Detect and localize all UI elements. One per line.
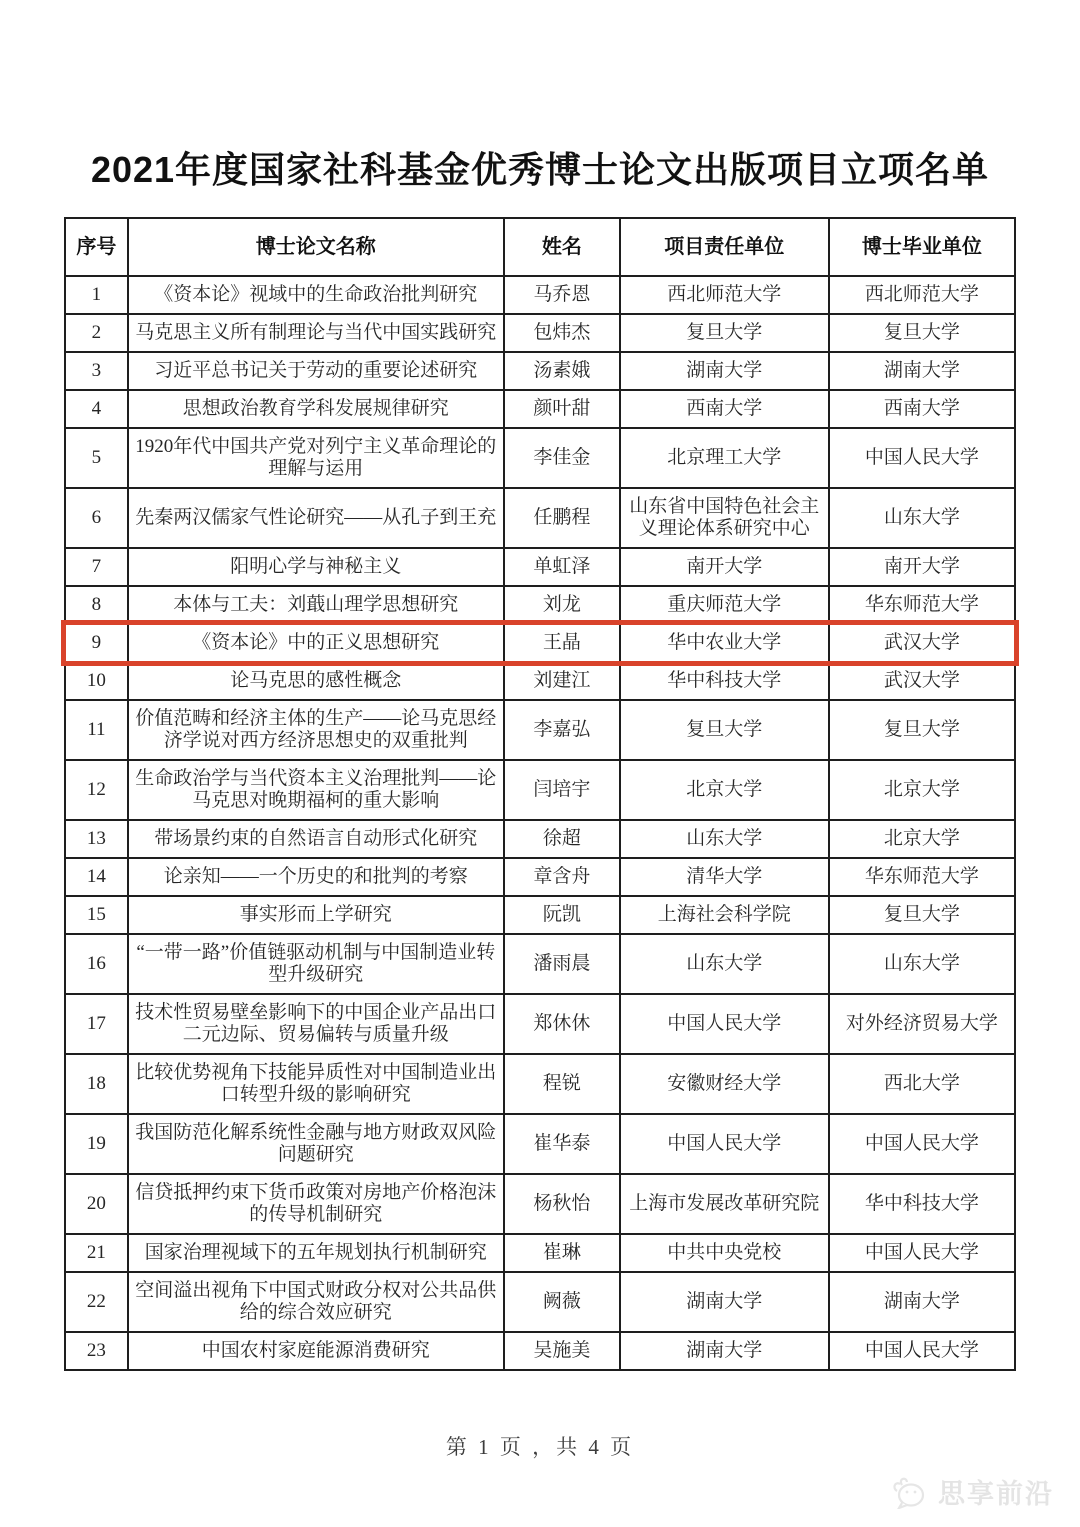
cell-no: 18 <box>65 1054 128 1114</box>
cell-title: 《资本论》视域中的生命政治批判研究 <box>128 276 504 314</box>
table-row <box>65 700 1015 760</box>
cell-grad: 中国人民大学 <box>829 1234 1015 1272</box>
cell-name: 刘建江 <box>504 662 620 700</box>
cell-title: 本体与工夫：刘蕺山理学思想研究 <box>128 586 504 624</box>
cell-name: 徐超 <box>504 820 620 858</box>
table-body <box>65 276 1015 1370</box>
cell-no: 4 <box>65 390 128 428</box>
cell-name: 闫培宇 <box>504 760 620 820</box>
cell-title: “一带一路”价值链驱动机制与中国制造业转型升级研究 <box>128 934 504 994</box>
cell-title: 习近平总书记关于劳动的重要论述研究 <box>128 352 504 390</box>
table-row <box>65 994 1015 1054</box>
cell-unit: 湖南大学 <box>620 352 829 390</box>
cell-no: 9 <box>65 624 128 662</box>
cell-title: 思想政治教育学科发展规律研究 <box>128 390 504 428</box>
table-row <box>65 760 1015 820</box>
cell-grad: 复旦大学 <box>829 700 1015 760</box>
table-row <box>65 662 1015 700</box>
cell-no: 1 <box>65 276 128 314</box>
cell-unit: 山东省中国特色社会主义理论体系研究中心 <box>620 488 829 548</box>
cell-unit: 复旦大学 <box>620 314 829 352</box>
cell-name: 阙薇 <box>504 1272 620 1332</box>
table-row <box>65 314 1015 352</box>
table-row <box>65 1174 1015 1234</box>
cell-grad: 武汉大学 <box>829 624 1015 662</box>
cell-unit: 中国人民大学 <box>620 1114 829 1174</box>
table-header-row <box>65 218 1015 276</box>
cell-title: 先秦两汉儒家气性论研究——从孔子到王充 <box>128 488 504 548</box>
cell-title: 信贷抵押约束下货币政策对房地产价格泡沫的传导机制研究 <box>128 1174 504 1234</box>
cell-unit: 上海市发展改革研究院 <box>620 1174 829 1234</box>
cell-name: 颜叶甜 <box>504 390 620 428</box>
cell-no: 6 <box>65 488 128 548</box>
table-row <box>65 1114 1015 1174</box>
cell-grad: 西南大学 <box>829 390 1015 428</box>
cell-no: 5 <box>65 428 128 488</box>
cell-grad: 山东大学 <box>829 934 1015 994</box>
cell-unit: 北京大学 <box>620 760 829 820</box>
cell-grad: 华中科技大学 <box>829 1174 1015 1234</box>
page-number: 第 1 页 ，共 4 页 <box>445 1435 635 1459</box>
cell-title: 生命政治学与当代资本主义治理批判——论马克思对晚期福柯的重大影响 <box>128 760 504 820</box>
cell-no: 23 <box>65 1332 128 1370</box>
cell-title: 阳明心学与神秘主义 <box>128 548 504 586</box>
cell-no: 21 <box>65 1234 128 1272</box>
cell-title: 带场景约束的自然语言自动形式化研究 <box>128 820 504 858</box>
table-row <box>65 586 1015 624</box>
cell-no: 16 <box>65 934 128 994</box>
table-row <box>65 390 1015 428</box>
cell-grad: 西北师范大学 <box>829 276 1015 314</box>
cell-unit: 上海社会科学院 <box>620 896 829 934</box>
cell-title: 空间溢出视角下中国式财政分权对公共品供给的综合效应研究 <box>128 1272 504 1332</box>
cell-no: 15 <box>65 896 128 934</box>
cell-title: 比较优势视角下技能异质性对中国制造业出口转型升级的影响研究 <box>128 1054 504 1114</box>
cell-unit: 北京理工大学 <box>620 428 829 488</box>
cell-no: 19 <box>65 1114 128 1174</box>
cell-title: 《资本论》中的正义思想研究 <box>128 624 504 662</box>
cell-unit: 中共中央党校 <box>620 1234 829 1272</box>
cell-grad: 中国人民大学 <box>829 428 1015 488</box>
cell-name: 刘龙 <box>504 586 620 624</box>
table-row <box>65 858 1015 896</box>
cell-name: 杨秋怡 <box>504 1174 620 1234</box>
cell-unit: 西北师范大学 <box>620 276 829 314</box>
page-title: 2021年度国家社科基金优秀博士论文出版项目立项名单 <box>90 149 990 190</box>
header-cell-title: 博士论文名称 <box>128 218 504 276</box>
cell-grad: 复旦大学 <box>829 314 1015 352</box>
cell-no: 17 <box>65 994 128 1054</box>
cell-title: 国家治理视域下的五年规划执行机制研究 <box>128 1234 504 1272</box>
cell-unit: 华中农业大学 <box>620 624 829 662</box>
table-row <box>65 488 1015 548</box>
cell-title: 论亲知——一个历史的和批判的考察 <box>128 858 504 896</box>
cell-unit: 重庆师范大学 <box>620 586 829 624</box>
cell-name: 单虹泽 <box>504 548 620 586</box>
cell-title: 马克思主义所有制理论与当代中国实践研究 <box>128 314 504 352</box>
cell-no: 22 <box>65 1272 128 1332</box>
cell-name: 王晶 <box>504 624 620 662</box>
cell-title: 1920年代中国共产党对列宁主义革命理论的理解与运用 <box>128 428 504 488</box>
table-row <box>65 352 1015 390</box>
brand-logo-icon <box>890 1475 930 1509</box>
cell-grad: 武汉大学 <box>829 662 1015 700</box>
cell-name: 包炜杰 <box>504 314 620 352</box>
cell-name: 吴施美 <box>504 1332 620 1370</box>
cell-name: 章含舟 <box>504 858 620 896</box>
cell-title: 技术性贸易壁垒影响下的中国企业产品出口二元边际、贸易偏转与质量升级 <box>128 994 504 1054</box>
header-cell-name: 姓名 <box>504 218 620 276</box>
cell-name: 李嘉弘 <box>504 700 620 760</box>
table-row <box>65 1332 1015 1370</box>
cell-title: 事实形而上学研究 <box>128 896 504 934</box>
cell-unit: 山东大学 <box>620 820 829 858</box>
cell-title: 我国防范化解系统性金融与地方财政双风险问题研究 <box>128 1114 504 1174</box>
cell-title: 中国农村家庭能源消费研究 <box>128 1332 504 1370</box>
cell-no: 14 <box>65 858 128 896</box>
cell-grad: 山东大学 <box>829 488 1015 548</box>
watermark-text: 思享前沿 <box>938 1479 1054 1509</box>
cell-unit: 安徽财经大学 <box>620 1054 829 1114</box>
cell-grad: 对外经济贸易大学 <box>829 994 1015 1054</box>
cell-unit: 清华大学 <box>620 858 829 896</box>
cell-name: 阮凯 <box>504 896 620 934</box>
table-row <box>65 428 1015 488</box>
cell-name: 任鹏程 <box>504 488 620 548</box>
watermark <box>890 1472 1054 1511</box>
cell-name: 崔琳 <box>504 1234 620 1272</box>
cell-name: 崔华泰 <box>504 1114 620 1174</box>
header-cell-unit: 项目责任单位 <box>620 218 829 276</box>
cell-unit: 西南大学 <box>620 390 829 428</box>
cell-no: 13 <box>65 820 128 858</box>
cell-unit: 南开大学 <box>620 548 829 586</box>
table-row <box>65 548 1015 586</box>
header-cell-no: 序号 <box>65 218 128 276</box>
cell-name: 郑休休 <box>504 994 620 1054</box>
cell-title: 论马克思的感性概念 <box>128 662 504 700</box>
cell-grad: 南开大学 <box>829 548 1015 586</box>
table-row <box>65 1234 1015 1272</box>
projects-table <box>64 217 1016 1371</box>
cell-grad: 北京大学 <box>829 760 1015 820</box>
cell-grad: 湖南大学 <box>829 352 1015 390</box>
table-row <box>65 896 1015 934</box>
header-cell-grad: 博士毕业单位 <box>829 218 1015 276</box>
cell-unit: 湖南大学 <box>620 1272 829 1332</box>
cell-grad: 湖南大学 <box>829 1272 1015 1332</box>
cell-unit: 中国人民大学 <box>620 994 829 1054</box>
cell-unit: 华中科技大学 <box>620 662 829 700</box>
cell-unit: 复旦大学 <box>620 700 829 760</box>
cell-no: 7 <box>65 548 128 586</box>
table-row <box>65 1054 1015 1114</box>
cell-grad: 中国人民大学 <box>829 1332 1015 1370</box>
table-row <box>65 1272 1015 1332</box>
cell-grad: 复旦大学 <box>829 896 1015 934</box>
table-row <box>65 276 1015 314</box>
cell-no: 8 <box>65 586 128 624</box>
cell-grad: 北京大学 <box>829 820 1015 858</box>
table-row <box>65 934 1015 994</box>
cell-grad: 中国人民大学 <box>829 1114 1015 1174</box>
table-row <box>65 820 1015 858</box>
cell-unit: 山东大学 <box>620 934 829 994</box>
cell-title: 价值范畴和经济主体的生产——论马克思经济学说对西方经济思想史的双重批判 <box>128 700 504 760</box>
cell-no: 10 <box>65 662 128 700</box>
cell-name: 李佳金 <box>504 428 620 488</box>
cell-no: 3 <box>65 352 128 390</box>
cell-grad: 华东师范大学 <box>829 586 1015 624</box>
cell-name: 程锐 <box>504 1054 620 1114</box>
cell-name: 汤素娥 <box>504 352 620 390</box>
cell-no: 20 <box>65 1174 128 1234</box>
cell-grad: 华东师范大学 <box>829 858 1015 896</box>
cell-unit: 湖南大学 <box>620 1332 829 1370</box>
cell-no: 11 <box>65 700 128 760</box>
table-row-highlighted <box>65 624 1015 662</box>
cell-name: 马乔恩 <box>504 276 620 314</box>
cell-no: 2 <box>65 314 128 352</box>
cell-name: 潘雨晨 <box>504 934 620 994</box>
cell-no: 12 <box>65 760 128 820</box>
cell-grad: 西北大学 <box>829 1054 1015 1114</box>
